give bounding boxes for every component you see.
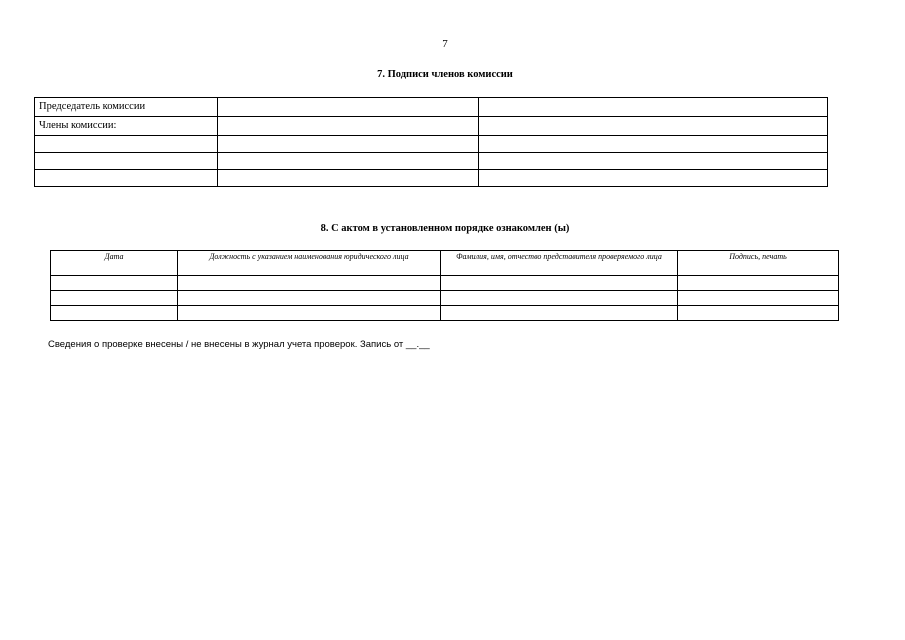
section-7-title: 7. Подписи членов комиссии <box>377 69 513 80</box>
member-signature-cell[interactable] <box>479 136 828 153</box>
table-row <box>35 136 828 153</box>
full-name-cell[interactable] <box>441 291 678 306</box>
member-name-cell[interactable] <box>218 153 479 170</box>
table-row <box>51 291 839 306</box>
member-signature-cell[interactable] <box>479 117 828 136</box>
member-signature-cell[interactable] <box>479 153 828 170</box>
table-row <box>35 98 828 117</box>
members-label: Члены комиссии: <box>35 117 218 136</box>
table-row <box>51 276 839 291</box>
member-name-cell[interactable] <box>218 136 479 153</box>
section-8-title: 8. С актом в установленном порядке ознакомлен (ы) <box>320 223 570 234</box>
position-cell[interactable] <box>178 306 441 321</box>
header-signature: Подпись, печать <box>678 251 839 276</box>
member-name-cell[interactable] <box>218 117 479 136</box>
signature-cell[interactable] <box>678 291 839 306</box>
table-row <box>35 117 828 136</box>
member-role-cell <box>35 153 218 170</box>
chairman-signature-cell[interactable] <box>479 98 828 117</box>
signature-cell[interactable] <box>678 276 839 291</box>
position-cell[interactable] <box>178 276 441 291</box>
table-row <box>35 153 828 170</box>
table-row <box>51 306 839 321</box>
chairman-name-cell[interactable] <box>218 98 479 117</box>
member-role-cell <box>35 170 218 187</box>
member-signature-cell[interactable] <box>479 170 828 187</box>
full-name-cell[interactable] <box>441 276 678 291</box>
date-cell[interactable] <box>51 291 178 306</box>
acknowledgement-table <box>50 250 839 321</box>
chairman-label: Председатель комиссии <box>35 98 218 117</box>
header-full-name: Фамилия, имя, отчество представителя проверяемого лица <box>441 251 678 276</box>
journal-record-note: Сведения о проверке внесены / не внесены в журнал учета проверок. Запись от __.__ <box>48 339 430 350</box>
header-position: Должность с указанием наименования юридического лица <box>178 251 441 276</box>
page-number: 7 <box>442 38 448 50</box>
signature-cell[interactable] <box>678 306 839 321</box>
position-cell[interactable] <box>178 291 441 306</box>
date-cell[interactable] <box>51 276 178 291</box>
table-row <box>35 170 828 187</box>
member-name-cell[interactable] <box>218 170 479 187</box>
date-cell[interactable] <box>51 306 178 321</box>
full-name-cell[interactable] <box>441 306 678 321</box>
member-role-cell <box>35 136 218 153</box>
commission-signatures-table <box>34 97 828 187</box>
header-date: Дата <box>51 251 178 276</box>
table-header-row <box>51 251 839 276</box>
